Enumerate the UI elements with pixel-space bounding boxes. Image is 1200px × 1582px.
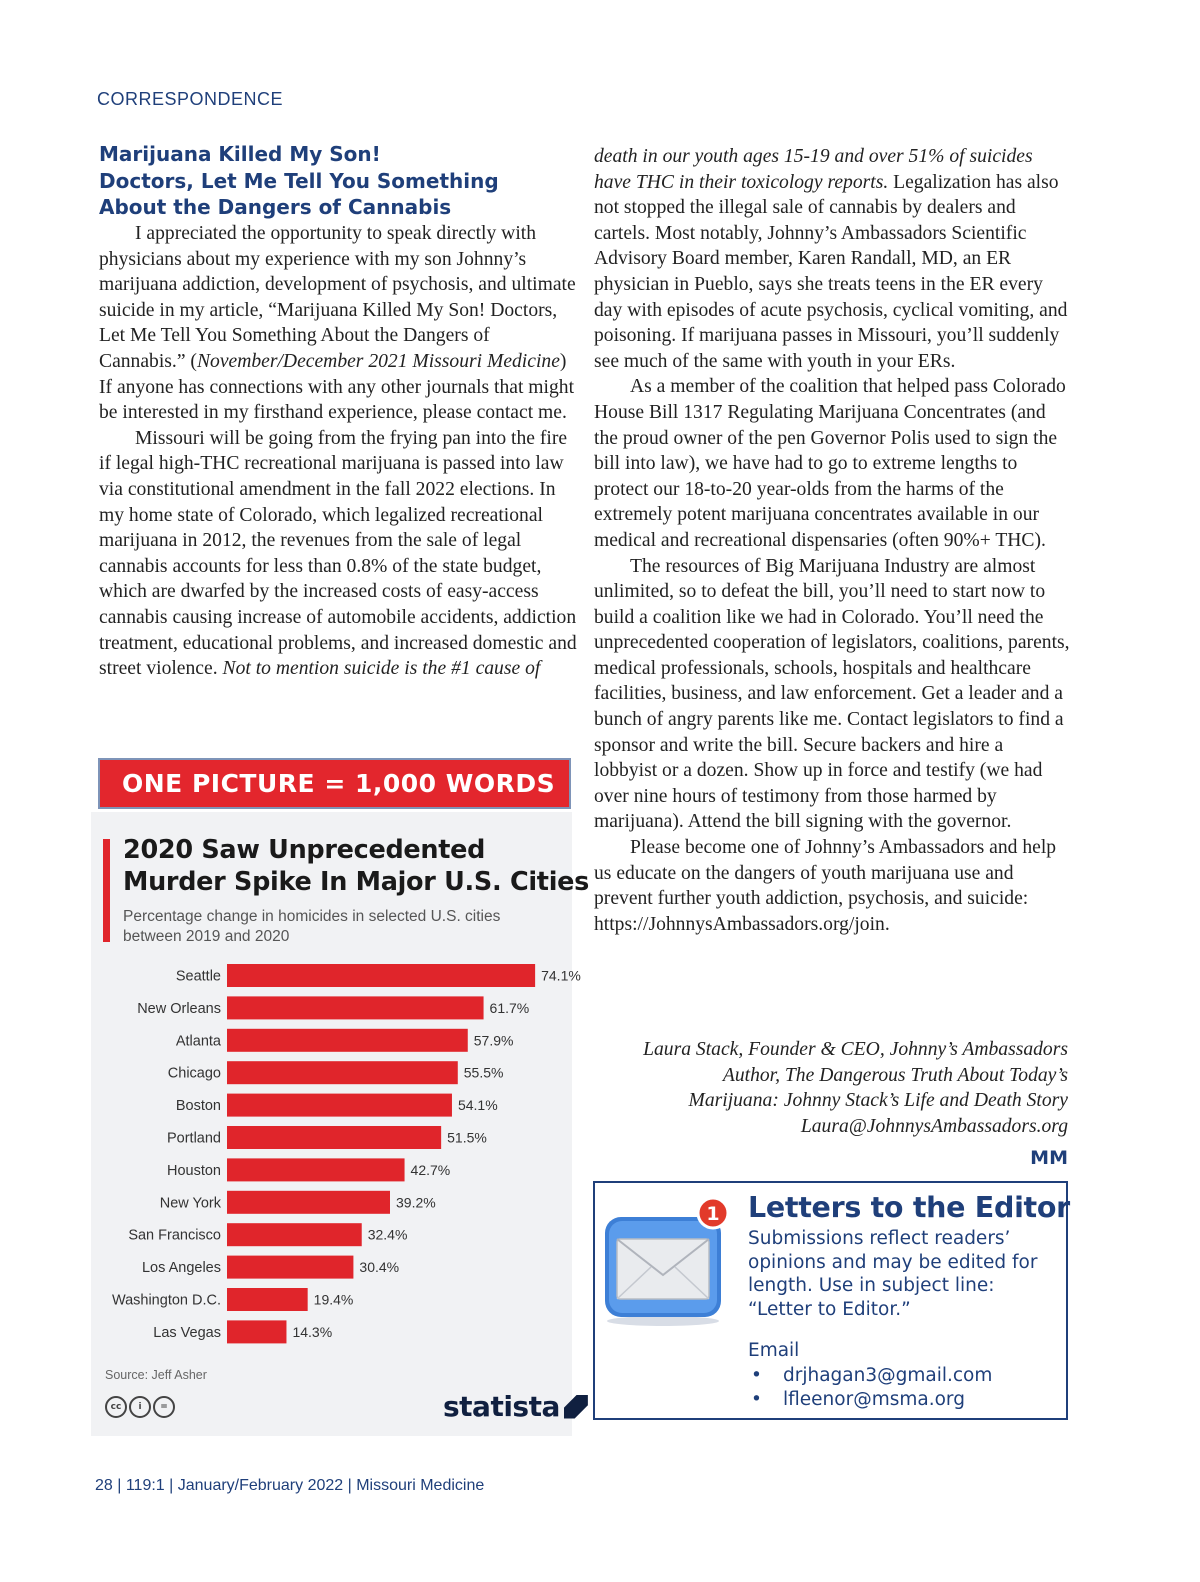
category-label: New York — [159, 1195, 221, 1212]
cc-icon: cc — [105, 1396, 127, 1418]
value-label: 42.7% — [410, 1161, 451, 1178]
category-label: Atlanta — [175, 1033, 221, 1050]
article-headline — [99, 141, 579, 221]
license-icons — [105, 1396, 175, 1418]
statista-wordmark: statista — [443, 1390, 560, 1423]
signature-line: Marijuana: Johnny Stack’s Life and Death Story — [688, 1090, 1068, 1111]
emphasis: Not to mention suicide is the #1 cause of — [222, 658, 541, 680]
email-address[interactable]: • drjhagan3@gmail.com — [748, 1364, 992, 1388]
value-label: 51.5% — [447, 1129, 487, 1146]
email-label: Email — [748, 1340, 800, 1361]
emphasis: death in our youth ages 15-19 and over 51% of suicides have THC in their toxicology reports. — [594, 146, 1033, 193]
signature-email: Laura@JohnnysAmbassadors.org — [800, 1115, 1068, 1137]
bar — [227, 1191, 390, 1214]
value-label: 61.7% — [489, 999, 530, 1016]
bar — [227, 996, 484, 1019]
end-mark: MM — [1030, 1147, 1068, 1169]
category-label: Portland — [166, 1130, 221, 1147]
mail-icon — [601, 1197, 731, 1329]
category-label: Washington D.C. — [111, 1292, 221, 1309]
left-column — [99, 221, 577, 682]
value-label: 32.4% — [367, 1226, 408, 1243]
text-run: ) If anyone has connections with any other journals that might be interested in my firsthand experience, please contact me. — [99, 350, 575, 424]
chart-title-line: 2020 Saw Unprecedented — [123, 835, 486, 865]
paragraph: The resources of Big Marijuana Industry are almost unlimited, so to defeat the bill, you’ll need to start now to build a coalition like we had in Colorado. You’ll need the unprecedented cooperation of legislators, coalitions, parents, medical professionals, schools, hospitals and healthcare facilities, business, and law enforcement. Get a leader and a bunch of angry parents like me. Contact legislators to find a sponsor and write the bill. Secure backers and hire a lobbyist or a dozen. Show up in force and testify (we had over nine hours of testimony from those harmed by marijuana). Attend the bill signing with the governor. — [594, 555, 1070, 833]
text-run: Missouri will be going from the frying pan into the fire if legal high-THC recreational marijuana is passed into law via constitutional amendment in the fall 2022 elections. In my home state of Colorado, which legalized recreational marijuana in 2012, the revenues from the sale of legal cannabis accounts for less than 0.8% of the state budget, which are dwarfed by the increased costs of easy-access cannabis causing increase of automobile accidents, addiction treatment, educational problems, and increased domestic and street violence. — [99, 427, 577, 680]
category-label: Houston — [166, 1162, 221, 1179]
right-column — [594, 144, 1070, 937]
headline-line: Doctors, Let Me Tell You Something — [99, 168, 499, 193]
letters-to-editor-box — [593, 1181, 1068, 1420]
chart-source: Source: Jeff Asher — [105, 1368, 207, 1382]
bar — [227, 1223, 362, 1246]
text-run: Legalization has also not stopped the illegal sale of cannabis by dealers and cartels. Most notably, Johnny’s Ambassadors Scientific Advisory Board member, Karen Randall, MD, an ER physician in Pueblo, says she treats teens in the ER every day with episodes of acute psychosis, cyclical vomiting, and poisoning. If marijuana passes in Missouri, you’ll suddenly see much of the same with youth in your ERs. — [594, 171, 1068, 372]
nd-icon: = — [153, 1396, 175, 1418]
bar — [227, 1256, 353, 1279]
homicide-chart — [91, 812, 590, 1436]
bar — [227, 1094, 452, 1117]
section-label: CORRESPONDENCE — [97, 89, 284, 109]
bar — [227, 1061, 458, 1084]
infographic-banner: ONE PICTURE = 1,000 WORDS — [98, 758, 571, 809]
bar — [227, 964, 535, 987]
text-run: I appreciated the opportunity to speak directly with physicians about my experience with my son Johnny’s marijuana addiction, development of psychosis, and ultimate suicide in my article, “Marijuana Killed My Son! Doctors, Let Me Tell You Something About the Dangers of Cannabis.” ( — [99, 223, 576, 372]
bar — [227, 1320, 286, 1343]
paragraph — [99, 221, 577, 426]
category-label: Boston — [175, 1098, 221, 1115]
value-label: 14.3% — [292, 1323, 333, 1340]
category-label: Los Angeles — [141, 1260, 221, 1277]
paragraph — [99, 426, 577, 682]
email-address[interactable]: • lfleenor@msma.org — [748, 1388, 992, 1412]
signature-block — [594, 1037, 1068, 1139]
page-footer: 28 | 119:1 | January/February 2022 | Missouri Medicine — [95, 1477, 485, 1494]
paragraph — [594, 144, 1070, 374]
chart-subtitle-line: between 2019 and 2020 — [123, 928, 290, 945]
chart-title-line: Murder Spike In Major U.S. Cities — [123, 867, 590, 897]
value-label: 54.1% — [457, 1097, 498, 1114]
bar-plot — [91, 812, 590, 1372]
category-label: New Orleans — [137, 1000, 221, 1017]
value-label: 55.5% — [463, 1064, 504, 1081]
notification-badge: 1 — [706, 1203, 720, 1225]
value-label: 74.1% — [541, 967, 581, 984]
signature-line: Laura Stack, Founder & CEO, Johnny’s Ambassadors — [643, 1039, 1068, 1060]
signature-line: Author, The Dangerous Truth About Today’s — [722, 1064, 1068, 1086]
category-label: Chicago — [167, 1065, 221, 1082]
value-label: 30.4% — [359, 1259, 400, 1276]
letters-description: Submissions reflect readers’ opinions and may be edited for length. Use in subject line: “Letter to Editor.” — [748, 1228, 1038, 1320]
headline-line: Marijuana Killed My Son! — [99, 142, 381, 166]
letters-title: Letters to the Editor — [748, 1191, 1070, 1224]
value-label: 39.2% — [396, 1194, 436, 1211]
headline-line: About the Dangers of Cannabis — [99, 195, 452, 219]
email-list — [748, 1364, 992, 1411]
paragraph: As a member of the coalition that helped pass Colorado House Bill 1317 Regulating Marijuana Concentrates (and the proud owner of the pen Governor Polis used to sign the bill into law), we have had to go to extreme lengths to protect our 18-to-20 year-olds from the harms of the extremely potent marijuana concentrates available in our medical and recreational dispensaries (often 90%+ THC). — [594, 376, 1066, 551]
statista-mark-icon — [564, 1395, 588, 1419]
category-label: San Francisco — [128, 1227, 221, 1244]
bar — [227, 1126, 441, 1149]
citation: November/December 2021 Missouri Medicine — [196, 350, 560, 372]
value-label: 19.4% — [313, 1291, 354, 1308]
paragraph: Please become one of Johnny’s Ambassadors and help us educate on the dangers of youth marijuana use and prevent further youth addiction, psychosis, and suicide: https://JohnnysAmbassadors.org/join. — [594, 837, 1057, 935]
category-label: Seattle — [175, 968, 221, 985]
chart-subtitle-line: Percentage change in homicides in selected U.S. cities — [123, 908, 501, 925]
bar — [227, 1029, 468, 1052]
bar — [227, 1288, 308, 1311]
category-label: Las Vegas — [153, 1324, 221, 1341]
statista-logo — [443, 1390, 588, 1423]
bar — [227, 1158, 405, 1181]
value-label: 57.9% — [473, 1032, 514, 1049]
by-icon: i — [129, 1396, 151, 1418]
